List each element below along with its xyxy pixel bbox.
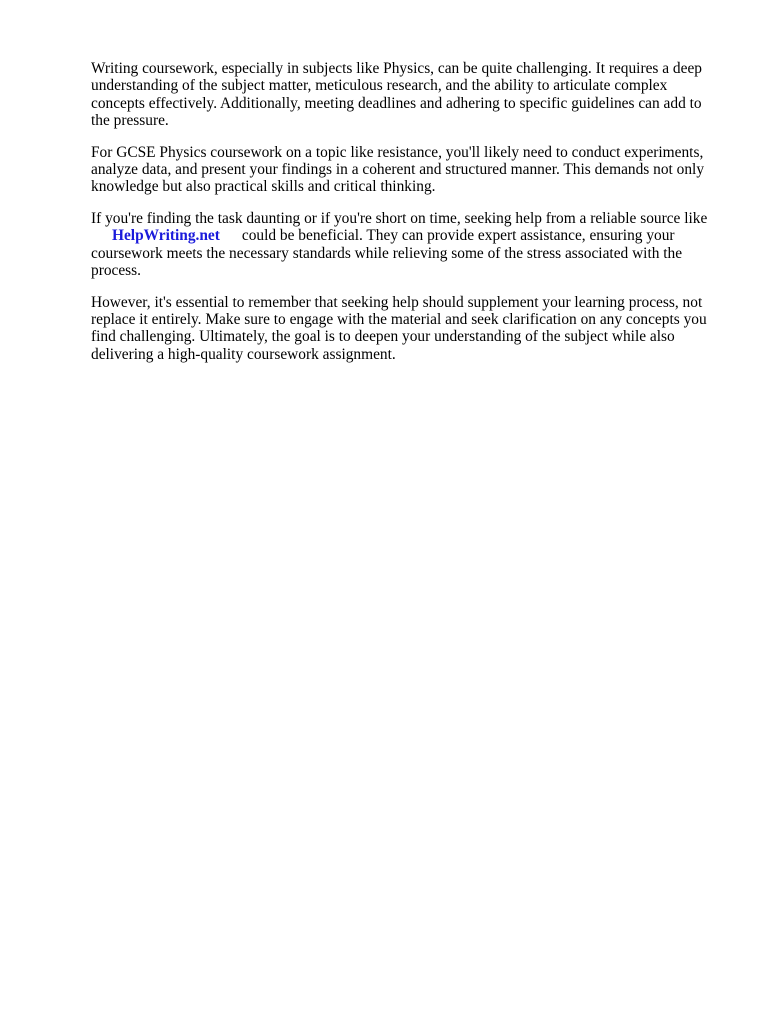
paragraph-conclusion bbox=[91, 294, 721, 363]
paragraph-line: coursework meets the necessary standards while relieving some of the stress associated with the bbox=[91, 244, 683, 262]
document-page bbox=[91, 60, 721, 377]
paragraph-line: concepts effectively. Additionally, meeting deadlines and adhering to specific guidelines can add to bbox=[91, 94, 702, 112]
helpwriting-link[interactable]: HelpWriting.net bbox=[112, 227, 220, 245]
paragraph-help bbox=[91, 210, 721, 279]
paragraph-line: understanding of the subject matter, meticulous research, and the ability to articulate complex bbox=[91, 77, 668, 95]
paragraph-text: could be beneficial. They can provide expert assistance, ensuring your bbox=[241, 227, 675, 245]
paragraph-line: If you're finding the task daunting or if you're short on time, seeking help from a reliable source like bbox=[91, 210, 708, 228]
paragraph-line: For GCSE Physics coursework on a topic like resistance, you'll likely need to conduct experiments, bbox=[91, 143, 704, 161]
paragraph-line: analyze data, and present your findings in a coherent and structured manner. This demands not only bbox=[91, 160, 705, 178]
paragraph-line: the pressure. bbox=[91, 111, 169, 129]
paragraph-gcse bbox=[91, 144, 721, 196]
paragraph-line-with-link bbox=[91, 227, 721, 244]
paragraph-line: find challenging. Ultimately, the goal is to deepen your understanding of the subject while also bbox=[91, 328, 675, 346]
paragraph-line: process. bbox=[91, 261, 142, 279]
paragraph-line: replace it entirely. Make sure to engage with the material and seek clarification on any concepts you bbox=[91, 311, 707, 329]
paragraph-line: delivering a high-quality coursework assignment. bbox=[91, 345, 396, 363]
paragraph-line: knowledge but also practical skills and critical thinking. bbox=[91, 178, 436, 196]
paragraph-intro bbox=[91, 60, 721, 129]
paragraph-line: Writing coursework, especially in subjects like Physics, can be quite challenging. It requires a deep bbox=[91, 60, 702, 77]
paragraph-line: However, it's essential to remember that seeking help should supplement your learning process, not bbox=[91, 293, 703, 311]
